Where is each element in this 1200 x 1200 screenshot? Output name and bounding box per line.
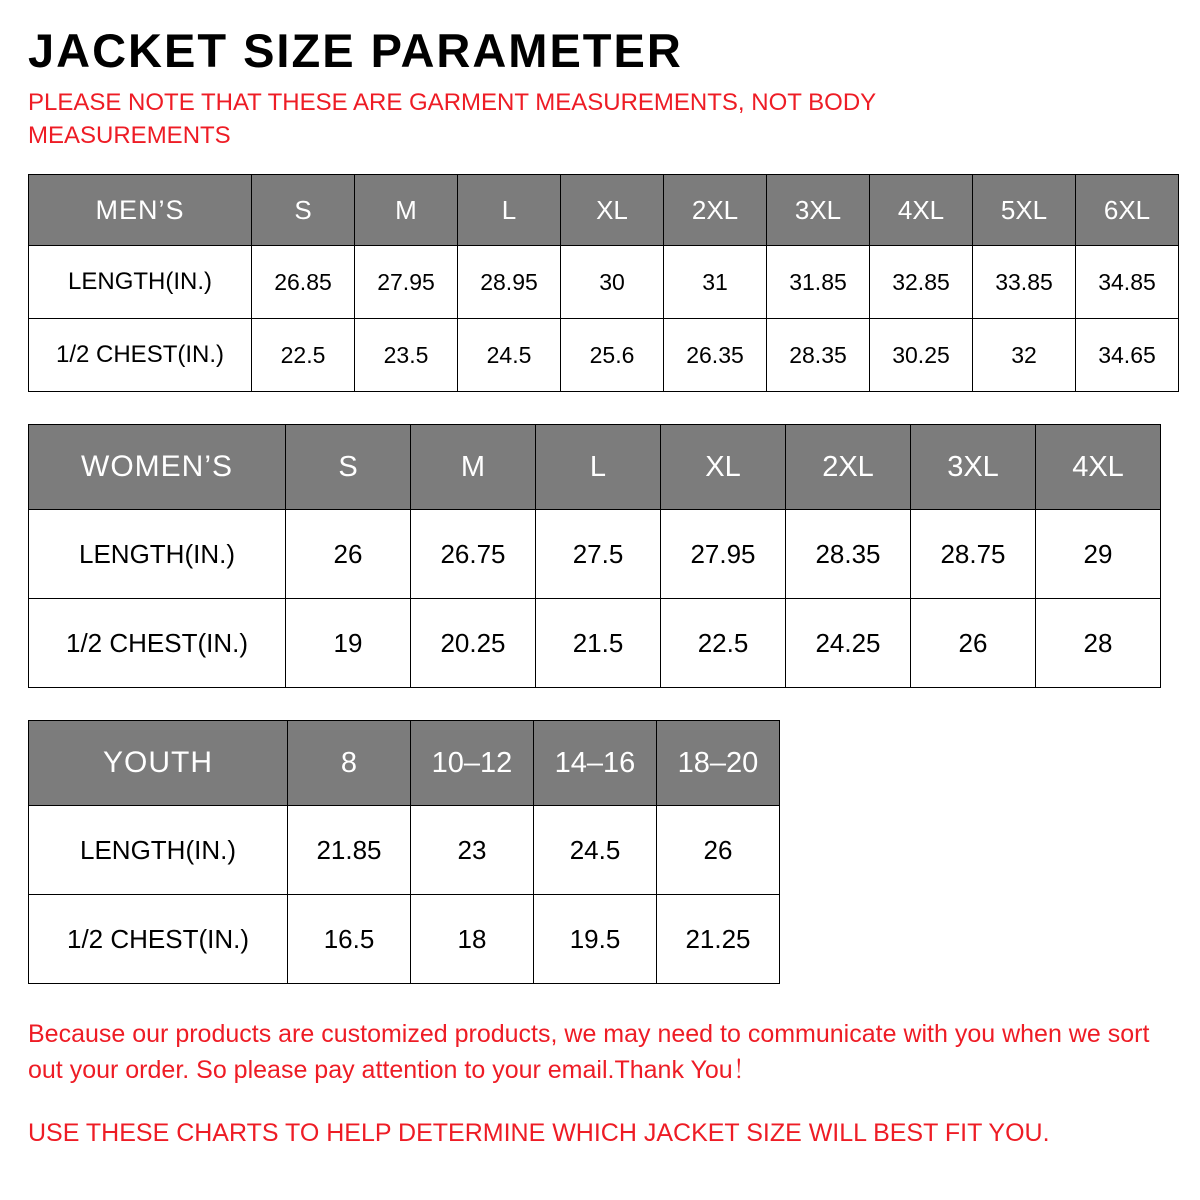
table-cell: 25.6 (561, 319, 664, 392)
table-cell: 26.75 (411, 510, 536, 599)
table-cell: 22.5 (252, 319, 355, 392)
youth-size-header: 14–16 (534, 721, 657, 806)
womens-size-header: 3XL (911, 425, 1036, 510)
table-cell: 34.65 (1076, 319, 1179, 392)
table-cell: 32 (973, 319, 1076, 392)
table-cell: 32.85 (870, 246, 973, 319)
table-cell: 24.5 (458, 319, 561, 392)
table-cell: 21.5 (536, 599, 661, 688)
youth-size-header: 8 (288, 721, 411, 806)
table-row (29, 599, 1161, 688)
youth-size-table (28, 720, 780, 984)
table-cell: 28.35 (786, 510, 911, 599)
table-cell: 19.5 (534, 895, 657, 984)
mens-size-header: 3XL (767, 175, 870, 246)
table-cell: 23.5 (355, 319, 458, 392)
table-cell: 28.75 (911, 510, 1036, 599)
table-cell: 19 (286, 599, 411, 688)
table-cell: 30.25 (870, 319, 973, 392)
table-cell: 27.5 (536, 510, 661, 599)
table-cell: 26.35 (664, 319, 767, 392)
table-row (29, 319, 1179, 392)
table-header-row (29, 175, 1179, 246)
mens-size-header: L (458, 175, 561, 246)
table-row (29, 895, 780, 984)
table-cell: 34.85 (1076, 246, 1179, 319)
row-label: LENGTH(IN.) (29, 806, 288, 895)
mens-size-header: S (252, 175, 355, 246)
mens-table-label: MEN’S (29, 175, 252, 246)
mens-size-header: M (355, 175, 458, 246)
table-cell: 31 (664, 246, 767, 319)
table-cell: 28 (1036, 599, 1161, 688)
table-cell: 26 (657, 806, 780, 895)
youth-table-label: YOUTH (29, 721, 288, 806)
table-cell: 31.85 (767, 246, 870, 319)
mens-size-header: 6XL (1076, 175, 1179, 246)
womens-size-table (28, 424, 1161, 688)
page-title: JACKET SIZE PARAMETER (28, 24, 683, 77)
mens-size-table (28, 174, 1179, 392)
table-cell: 20.25 (411, 599, 536, 688)
womens-table-label: WOMEN’S (29, 425, 286, 510)
womens-size-header: XL (661, 425, 786, 510)
table-cell: 27.95 (661, 510, 786, 599)
womens-size-header: 4XL (1036, 425, 1161, 510)
table-cell: 27.95 (355, 246, 458, 319)
chart-usage-notice: USE THESE CHARTS TO HELP DETERMINE WHICH JACKET SIZE WILL BEST FIT YOU. (28, 1118, 1050, 1147)
table-cell: 26 (911, 599, 1036, 688)
table-cell: 22.5 (661, 599, 786, 688)
row-label: LENGTH(IN.) (29, 246, 252, 319)
row-label: 1/2 CHEST(IN.) (29, 895, 288, 984)
table-cell: 21.85 (288, 806, 411, 895)
table-cell: 16.5 (288, 895, 411, 984)
womens-size-header: M (411, 425, 536, 510)
table-header-row (29, 721, 780, 806)
table-cell: 24.5 (534, 806, 657, 895)
row-label: LENGTH(IN.) (29, 510, 286, 599)
table-row (29, 806, 780, 895)
table-row (29, 510, 1161, 599)
youth-size-header: 10–12 (411, 721, 534, 806)
table-cell: 23 (411, 806, 534, 895)
row-label: 1/2 CHEST(IN.) (29, 319, 252, 392)
womens-size-header: 2XL (786, 425, 911, 510)
table-cell: 29 (1036, 510, 1161, 599)
table-cell: 26.85 (252, 246, 355, 319)
row-label: 1/2 CHEST(IN.) (29, 599, 286, 688)
mens-size-header: 4XL (870, 175, 973, 246)
mens-size-header: XL (561, 175, 664, 246)
table-cell: 30 (561, 246, 664, 319)
table-cell: 18 (411, 895, 534, 984)
table-cell: 33.85 (973, 246, 1076, 319)
mens-size-header: 5XL (973, 175, 1076, 246)
table-header-row (29, 425, 1161, 510)
table-cell: 28.35 (767, 319, 870, 392)
table-cell: 26 (286, 510, 411, 599)
mens-size-header: 2XL (664, 175, 767, 246)
table-cell: 24.25 (786, 599, 911, 688)
measurement-note: PLEASE NOTE THAT THESE ARE GARMENT MEASUREMENTS, NOT BODY MEASUREMENTS (28, 89, 876, 149)
customization-notice: Because our products are customized products, we may need to communicate with you when we sort out your order. So please pay attention to your email.Thank You！ (28, 1020, 1150, 1085)
youth-size-header: 18–20 (657, 721, 780, 806)
table-cell: 21.25 (657, 895, 780, 984)
womens-size-header: L (536, 425, 661, 510)
table-cell: 28.95 (458, 246, 561, 319)
womens-size-header: S (286, 425, 411, 510)
table-row (29, 246, 1179, 319)
